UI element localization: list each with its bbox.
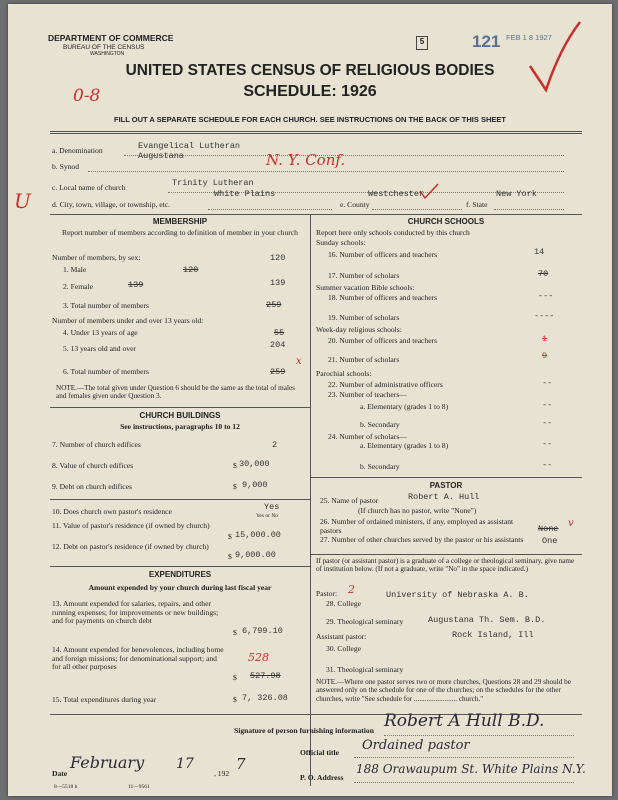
college-intro: If pastor (or assistant pastor) is a graduate of a college or theological seminary, give name of institution below. (If not a graduate, write "No" in the space indicated.) <box>316 557 575 574</box>
total6-value: 259 <box>270 367 286 377</box>
hand-code: 0-8 <box>73 86 101 106</box>
dollar-sign: $ <box>233 695 237 704</box>
membership-heading: MEMBERSHIP <box>152 217 208 226</box>
divider <box>310 554 582 555</box>
local-name-value: Trinity Lutheran <box>172 178 254 188</box>
pastor-label: Pastor: <box>316 589 338 598</box>
q21-label: 21. Number of scholars <box>328 355 400 364</box>
pastor-hand: 2 <box>348 583 355 596</box>
divider <box>50 499 310 500</box>
age-intro: Number of members under and over 13 years old: <box>52 316 204 325</box>
schools-sub: Report here only schools conducted by this church <box>316 228 470 237</box>
q28-value: University of Nebraska A. B. <box>386 590 529 600</box>
q23-label: 23. Number of teachers— <box>328 390 407 399</box>
dollar-sign: $ <box>228 552 232 561</box>
date-label: Date <box>52 769 68 778</box>
male-value: 120 <box>270 253 286 263</box>
local-name-label: c. Local name of church <box>52 183 126 192</box>
divider <box>50 133 582 134</box>
dollar-sign: $ <box>228 532 232 541</box>
divider <box>310 477 582 478</box>
total6-label: 6. Total number of members <box>63 367 150 376</box>
schedule-title: SCHEDULE: 1926 <box>243 83 377 100</box>
q17-value: 70 <box>538 269 549 279</box>
q9-label: 9. Debt on church edifices <box>52 482 132 491</box>
q19-label: 19. Number of scholars <box>328 313 400 322</box>
q25-value: Robert A. Hull <box>408 492 480 502</box>
census-schedule-sheet <box>8 4 612 796</box>
q24a-label: a. Elementary (grades 1 to 8) <box>360 441 449 450</box>
city-label: d. City, town, village, or township, etc. <box>52 200 171 209</box>
q22-label: 22. Number of administrative officers <box>328 380 443 389</box>
address-label: P. O. Address <box>300 773 344 782</box>
q22-value: -- <box>542 378 553 388</box>
q27-value: One <box>542 536 558 546</box>
official-title-value: Ordained pastor <box>362 738 470 753</box>
buildings-heading: CHURCH BUILDINGS <box>139 411 221 420</box>
page-title: UNITED STATES CENSUS OF RELIGIOUS BODIES <box>125 62 495 79</box>
pastor-note: NOTE.—Where one pastor serves two or more churches, Questions 28 and 29 should be answered only on the schedule for one of the churches; on the schedules for the other churches, write "See schedule for ........................ church." <box>316 678 571 703</box>
over13-label: 5. 13 years old and over <box>63 344 136 353</box>
q23b-label: b. Secondary <box>360 420 400 429</box>
signature-label: Signature of person furnishing information <box>234 726 374 735</box>
q10-hint: Yes or No <box>256 513 279 519</box>
q29-label: 29. Theological seminary <box>326 617 404 626</box>
column-divider <box>310 214 311 786</box>
q15-value: 7, 326.08 <box>242 693 288 703</box>
divider <box>50 131 582 132</box>
instructions-banner: FILL OUT A SEPARATE SCHEDULE FOR EACH CHURCH. SEE INSTRUCTIONS ON THE BACK OF THIS SHEET <box>114 115 506 124</box>
total3-value: 259 <box>266 300 282 310</box>
q26-label: 26. Number of ordained ministers, if any, employed as assistant pastors <box>320 517 514 535</box>
q25-label: 25. Name of pastor <box>320 496 379 505</box>
q19-value: ---- <box>534 311 555 321</box>
q7-value: 2 <box>272 440 278 450</box>
denomination-label: a. Denomination <box>52 146 103 155</box>
q26-value: None <box>538 524 559 534</box>
q12-value: 9,000.00 <box>235 550 276 560</box>
parochial-label: Parochial schools: <box>316 369 372 378</box>
stamp-number: 121 <box>472 32 501 51</box>
date-day: 17 <box>176 756 194 772</box>
q14-label: 14. Amount expended for benevolences, including home and foreign missions; for denominational support; and for all other purposes <box>52 645 224 672</box>
q30-value: Rock Island, Ill <box>452 630 534 640</box>
male-struck: 120 <box>183 265 199 275</box>
q23a-value: -- <box>542 400 553 410</box>
dollar-sign: $ <box>233 482 237 491</box>
q7-label: 7. Number of church edifices <box>52 440 141 449</box>
department-label: DEPARTMENT OF COMMERCE <box>48 33 174 43</box>
dollar-sign: $ <box>233 628 237 637</box>
q10-value: Yes <box>264 502 280 512</box>
field-line <box>208 209 332 210</box>
signature-value: Robert A Hull B.D. <box>384 711 545 731</box>
official-title-label: Official title <box>300 748 340 757</box>
synod-value: Augustana <box>138 151 184 161</box>
county-label: e. County <box>340 200 370 209</box>
field-line <box>372 209 462 210</box>
female-label: 2. Female <box>63 282 93 291</box>
county-value: Westchester <box>368 189 425 199</box>
by-sex-label: Number of members, by sex: <box>52 253 141 262</box>
hand-u: U <box>14 189 31 213</box>
state-label: f. State <box>466 200 488 209</box>
male-label: 1. Male <box>63 265 87 274</box>
pastor-heading: PASTOR <box>429 481 463 490</box>
synod-hand: N. Y. Conf. <box>266 151 346 169</box>
checkmark-icon <box>418 182 440 200</box>
date-month: February <box>70 753 145 772</box>
mark-box: 5 <box>416 36 428 50</box>
field-line <box>88 171 564 172</box>
over13-value: 204 <box>270 340 286 350</box>
denomination-value: Evangelical Lutheran <box>138 141 241 151</box>
q24a-value: -- <box>542 439 553 449</box>
q23b-value: -- <box>542 418 553 428</box>
divider <box>50 407 310 408</box>
state-value: New York <box>496 189 537 199</box>
membership-note: NOTE.—The total given under Question 6 should be the same as the total of males and females given under Question 3. <box>56 384 295 401</box>
q20-value: 1 <box>542 334 548 344</box>
field-line <box>494 209 564 210</box>
q11-value: 15,000.00 <box>235 530 281 540</box>
q23a-label: a. Elementary (grades 1 to 8) <box>360 402 449 411</box>
expenditures-sub: Amount expended by your church during last fiscal year <box>88 583 272 592</box>
q9-value: 9,000 <box>242 480 268 490</box>
q16-value: 14 <box>534 247 545 257</box>
q21-value: 9 <box>542 351 548 361</box>
city-label: WASHINGTON <box>90 51 125 57</box>
date-year: 7 <box>236 755 246 773</box>
under13-label: 4. Under 13 years of age <box>63 328 138 337</box>
address-value: 188 Orawaupum St. White Plains N.Y. <box>356 762 586 776</box>
q27-label: 27. Number of other churches served by the pastor or his assistants <box>320 535 524 544</box>
q28-label: 28. College <box>326 599 362 608</box>
under13-value: 55 <box>274 328 285 338</box>
q13-label: 13. Amount expended for salaries, repairs, and other running expenses; for improvements or new buildings; and for payments on church debt <box>52 599 219 626</box>
synod-label: b. Synod <box>52 162 80 171</box>
assistant-label: Assistant pastor: <box>316 632 367 641</box>
female-struck: 139 <box>128 280 144 290</box>
membership-intro: Report number of members according to definition of member in your church <box>62 228 298 237</box>
schools-heading: CHURCH SCHOOLS <box>407 217 485 226</box>
q16-label: 16. Number of officers and teachers <box>328 250 438 259</box>
divider <box>50 566 310 567</box>
dollar-sign: $ <box>233 673 237 682</box>
form-number: 8—5518 b <box>54 784 78 790</box>
q10-label: 10. Does church own pastor's residence <box>52 507 172 516</box>
bureau-label: BUREAU OF THE CENSUS <box>63 44 145 51</box>
expenditures-heading: EXPENDITURES <box>148 570 212 579</box>
q24b-label: b. Secondary <box>360 462 400 471</box>
q8-label: 8. Value of church edifices <box>52 461 134 470</box>
q20-label: 20. Number of officers and teachers <box>328 336 438 345</box>
q29-value: Augustana Th. Sem. B.D. <box>428 615 546 625</box>
sunday-label: Sunday schools: <box>316 238 366 247</box>
q8-value: 30,000 <box>239 459 270 469</box>
weekday-label: Week-day religious schools: <box>316 325 402 334</box>
stamp-date: FEB 1 8 1927 <box>506 33 552 42</box>
buildings-sub: See instructions, paragraphs 10 to 12 <box>120 422 240 431</box>
field-line <box>354 782 574 783</box>
q14-struck: 527.98 <box>250 671 281 681</box>
q18-value: --- <box>538 291 554 301</box>
q25-hint: (If church has no pastor, write "None") <box>358 506 477 515</box>
q12-label: 12. Debt on pastor's residence (if owned by church) <box>52 542 209 551</box>
hand-check: x <box>296 356 302 367</box>
q11-label: 11. Value of pastor's residence (if owned by church) <box>52 521 210 530</box>
field-line <box>384 735 574 736</box>
form-number-2: 11—9561 <box>128 784 150 790</box>
field-line <box>354 757 574 758</box>
total3-label: 3. Total number of members <box>63 301 150 310</box>
dollar-sign: $ <box>233 461 237 470</box>
date-year-prefix: , 192 <box>214 769 230 778</box>
q24b-value: -- <box>542 460 553 470</box>
q24-label: 24. Number of scholars— <box>328 432 407 441</box>
q13-value: 6,799.10 <box>242 626 283 636</box>
q30-label: 30. College <box>326 644 362 653</box>
hand-check: v <box>568 518 574 529</box>
q15-label: 15. Total expenditures during year <box>52 695 157 704</box>
q17-label: 17. Number of scholars <box>328 271 400 280</box>
vacation-label: Summer vacation Bible schools: <box>316 283 415 292</box>
divider <box>50 214 582 215</box>
female-value: 139 <box>270 278 286 288</box>
q14-hand: 528 <box>248 651 269 664</box>
city-value: White Plains <box>214 189 276 199</box>
q18-label: 18. Number of officers and teachers <box>328 293 438 302</box>
q31-label: 31. Theological seminary <box>326 665 404 674</box>
